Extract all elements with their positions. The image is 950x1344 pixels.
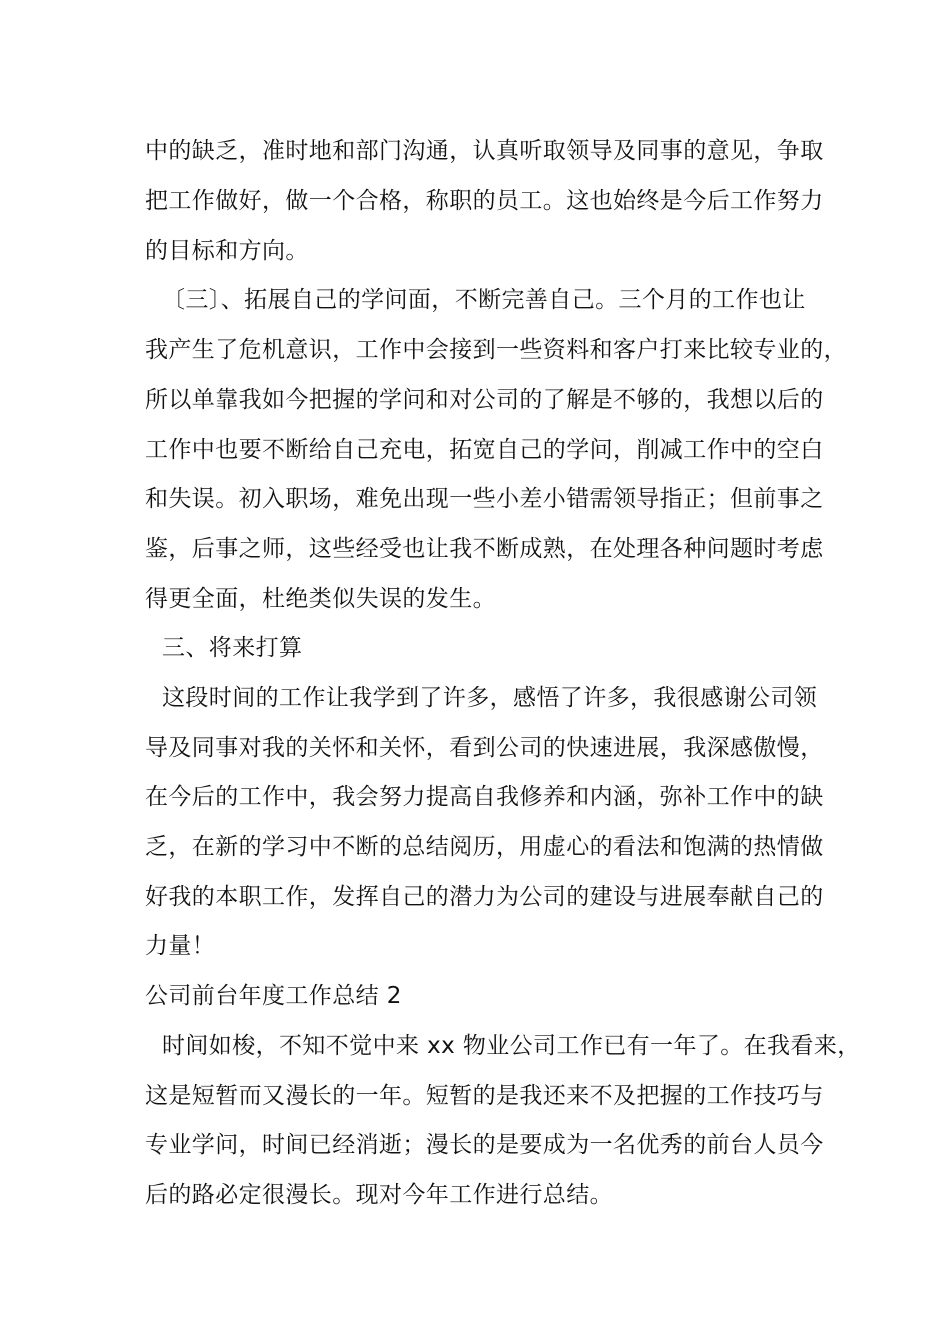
paragraph-line: 得更全面，杜绝类似失误的发生。 <box>145 586 496 612</box>
paragraph-line: 我产生了危机意识，工作中会接到一些资料和客户打来比较专业的， <box>145 337 847 363</box>
paragraph-line: 和失误。初入职场，难免出现一些小差小错需领导指正；但前事之 <box>145 486 824 512</box>
paragraph-line: 在今后的工作中，我会努力提高自我修养和内涵，弥补工作中的缺 <box>145 784 824 810</box>
paragraph-line: 专业学问，时间已经消逝；漫长的是要成为一名优秀的前台人员今 <box>145 1132 824 1158</box>
section-heading: 三、将来打算 <box>162 635 303 661</box>
paragraph-line: 中的缺乏，准时地和部门沟通，认真听取领导及同事的意见，争取 <box>145 138 824 164</box>
paragraph-line: 的目标和方向。 <box>145 238 309 264</box>
paragraph-line: 乏，在新的学习中不断的总结阅历，用虚心的看法和饱满的热情做 <box>145 834 824 860</box>
paragraph-line: 好我的本职工作，发挥自己的潜力为公司的建设与进展奉献自己的 <box>145 884 824 910</box>
paragraph-line: 把工作做好，做一个合格，称职的员工。这也始终是今后工作努力 <box>145 188 824 214</box>
paragraph-line: 导及同事对我的关怀和关怀，看到公司的快速进展，我深感傲慢， <box>145 735 824 761</box>
paragraph-line: 这段时间的工作让我学到了许多，感悟了许多，我很感谢公司领 <box>162 685 818 711</box>
paragraph-line: 后的路必定很漫长。现对今年工作进行总结。 <box>145 1182 613 1208</box>
paragraph-line: 所以单靠我如今把握的学问和对公司的了解是不够的，我想以后的 <box>145 387 824 413</box>
paragraph-line: 鉴，后事之师，这些经受也让我不断成熟，在处理各种问题时考虑 <box>145 536 824 562</box>
paragraph-line: 力量！ <box>145 933 216 959</box>
document-title: 公司前台年度工作总结 2 <box>145 983 402 1009</box>
paragraph-line: 时间如梭，不知不觉中来 xx 物业公司工作已有一年了。在我看来， <box>162 1033 861 1059</box>
section-heading-line: 〔三〕、拓展自己的学问面，不断完善自己。三个月的工作也让 <box>162 287 806 313</box>
paragraph-line: 工作中也要不断给自己充电，拓宽自己的学问，削减工作中的空白 <box>145 437 824 463</box>
paragraph-line: 这是短暂而又漫长的一年。短暂的是我还来不及把握的工作技巧与 <box>145 1083 824 1109</box>
